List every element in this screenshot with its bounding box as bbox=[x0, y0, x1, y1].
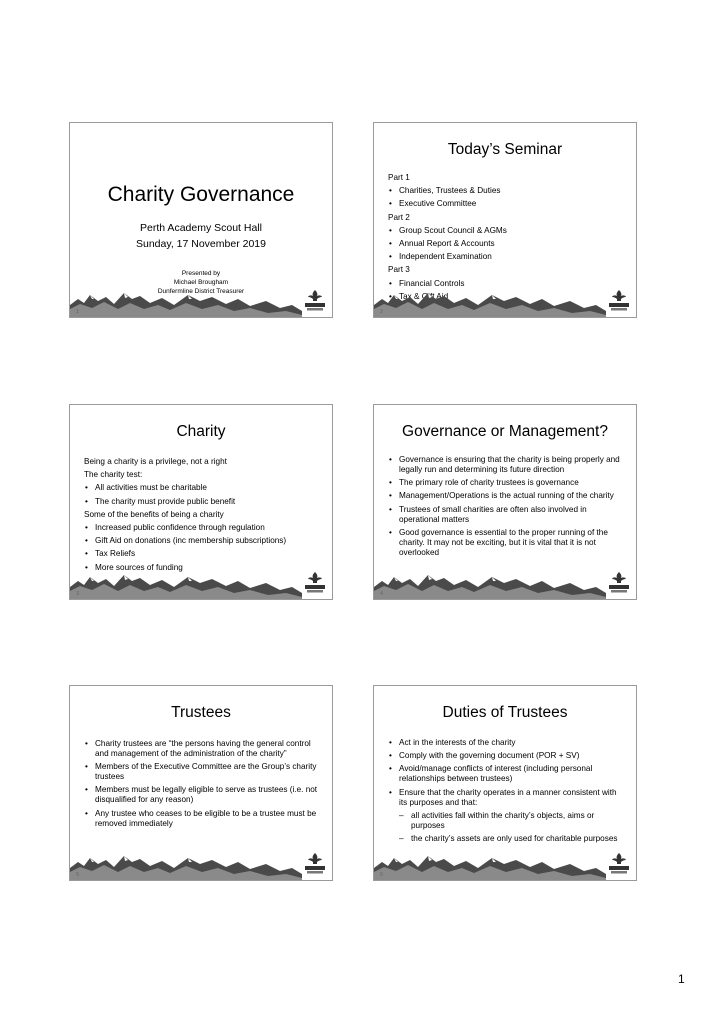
mountains-graphic bbox=[70, 850, 302, 880]
slide-number: 2 bbox=[380, 309, 384, 315]
slide-number: 4 bbox=[380, 591, 384, 597]
bullet-item: • More sources of funding bbox=[84, 563, 320, 573]
slide-body bbox=[388, 455, 624, 561]
slide-title: Today’s Seminar bbox=[447, 141, 563, 158]
bullet-item: • Trustees of small charities are often also involved in operational matters bbox=[388, 505, 624, 525]
scouts-logo bbox=[606, 289, 632, 313]
slide-4 bbox=[373, 404, 637, 600]
mountains-graphic bbox=[70, 287, 302, 317]
bullet-item: • Tax & Gift Aid bbox=[388, 292, 624, 302]
slide-number: 6 bbox=[380, 872, 384, 878]
body-text-line: Part 3 bbox=[388, 265, 410, 275]
slide-2 bbox=[373, 122, 637, 318]
bullet-item: • Gift Aid on donations (inc membership subscriptions) bbox=[84, 536, 320, 546]
presenter-role: Dunfermline District Treasurer bbox=[157, 288, 245, 295]
sub-bullet-item: – the charity’s assets are only used for charitable purposes bbox=[388, 834, 624, 844]
presenter-name: Michael Brougham bbox=[173, 279, 229, 286]
slide-body bbox=[388, 738, 624, 847]
sub-bullet-item: – all activities fall within the charity’s objects, aims or purposes bbox=[388, 811, 624, 831]
slide-1 bbox=[69, 122, 333, 318]
bullet-item: • Management/Operations is the actual running of the charity bbox=[388, 491, 624, 501]
bullet-item: • Executive Committee bbox=[388, 199, 624, 209]
bullet-item: • Members of the Executive Committee are the Group’s charity trustees bbox=[84, 762, 320, 782]
bullet-item: • Good governance is essential to the proper running of the charity. It may not be exciting, but it is vital that it is not overlooked bbox=[388, 528, 624, 558]
slide-number: 1 bbox=[76, 309, 80, 315]
bullet-item: • Group Scout Council & AGMs bbox=[388, 226, 624, 236]
presenter-label: Presented by bbox=[181, 270, 221, 277]
slide-title: Duties of Trustees bbox=[442, 704, 568, 721]
bullet-item: • Tax Reliefs bbox=[84, 549, 320, 559]
scouts-logo bbox=[606, 571, 632, 595]
scouts-logo bbox=[606, 852, 632, 876]
mountains-graphic bbox=[374, 850, 606, 880]
bullet-item: • Members must be legally eligible to serve as trustees (i.e. not disqualified for any reason) bbox=[84, 785, 320, 805]
bullet-item: • Ensure that the charity operates in a manner consistent with its purposes and that: bbox=[388, 788, 624, 808]
slide-title: Charity Governance bbox=[107, 183, 295, 206]
scouts-logo bbox=[302, 852, 328, 876]
page-number: 1 bbox=[678, 972, 685, 986]
bullet-item: • Increased public confidence through regulation bbox=[84, 523, 320, 533]
slide-subtitle-date: Sunday, 17 November 2019 bbox=[136, 238, 266, 250]
slide-number: 3 bbox=[76, 591, 80, 597]
bullet-item: • The charity must provide public benefit bbox=[84, 497, 320, 507]
mountains-graphic bbox=[70, 569, 302, 599]
bullet-item: • Financial Controls bbox=[388, 279, 624, 289]
mountains-graphic bbox=[374, 287, 606, 317]
body-text-line: Part 2 bbox=[388, 212, 410, 222]
slide-title: Trustees bbox=[171, 704, 231, 721]
slide-body bbox=[84, 739, 320, 832]
bullet-item: • All activities must be charitable bbox=[84, 483, 320, 493]
slide-title: Governance or Management? bbox=[402, 423, 608, 440]
slide-6 bbox=[373, 685, 637, 881]
bullet-item: • Any trustee who ceases to be eligible to be a trustee must be removed immediately bbox=[84, 809, 320, 829]
scouts-logo bbox=[302, 571, 328, 595]
slide-3 bbox=[69, 404, 333, 600]
bullet-item: • Governance is ensuring that the charity is being properly and legally run and determining its future direction bbox=[388, 455, 624, 475]
slide-body bbox=[84, 457, 320, 576]
bullet-item: • Charities, Trustees & Duties bbox=[388, 186, 624, 196]
mountains-graphic bbox=[374, 569, 606, 599]
body-text-line: The charity test: bbox=[84, 470, 143, 480]
slide-subtitle-venue: Perth Academy Scout Hall bbox=[140, 222, 262, 234]
slide-title: Charity bbox=[176, 423, 226, 440]
bullet-item: • Independent Examination bbox=[388, 252, 624, 262]
bullet-item: • Avoid/manage conflicts of interest (including personal relationships between trustees) bbox=[388, 764, 624, 784]
body-text-line: Part 1 bbox=[388, 173, 410, 182]
body-text-line: Being a charity is a privilege, not a right bbox=[84, 457, 227, 466]
bullet-item: • Charity trustees are “the persons having the general control and management of the administration of the charity” bbox=[84, 739, 320, 759]
body-text-line: Some of the benefits of being a charity bbox=[84, 509, 224, 519]
bullet-item: • The primary role of charity trustees is governance bbox=[388, 478, 624, 488]
bullet-item: • Annual Report & Accounts bbox=[388, 239, 624, 249]
bullet-item: • Comply with the governing document (POR + SV) bbox=[388, 751, 624, 761]
bullet-item: • Act in the interests of the charity bbox=[388, 738, 624, 748]
scouts-logo bbox=[302, 289, 328, 313]
slide-5 bbox=[69, 685, 333, 881]
slide-number: 5 bbox=[76, 872, 80, 878]
